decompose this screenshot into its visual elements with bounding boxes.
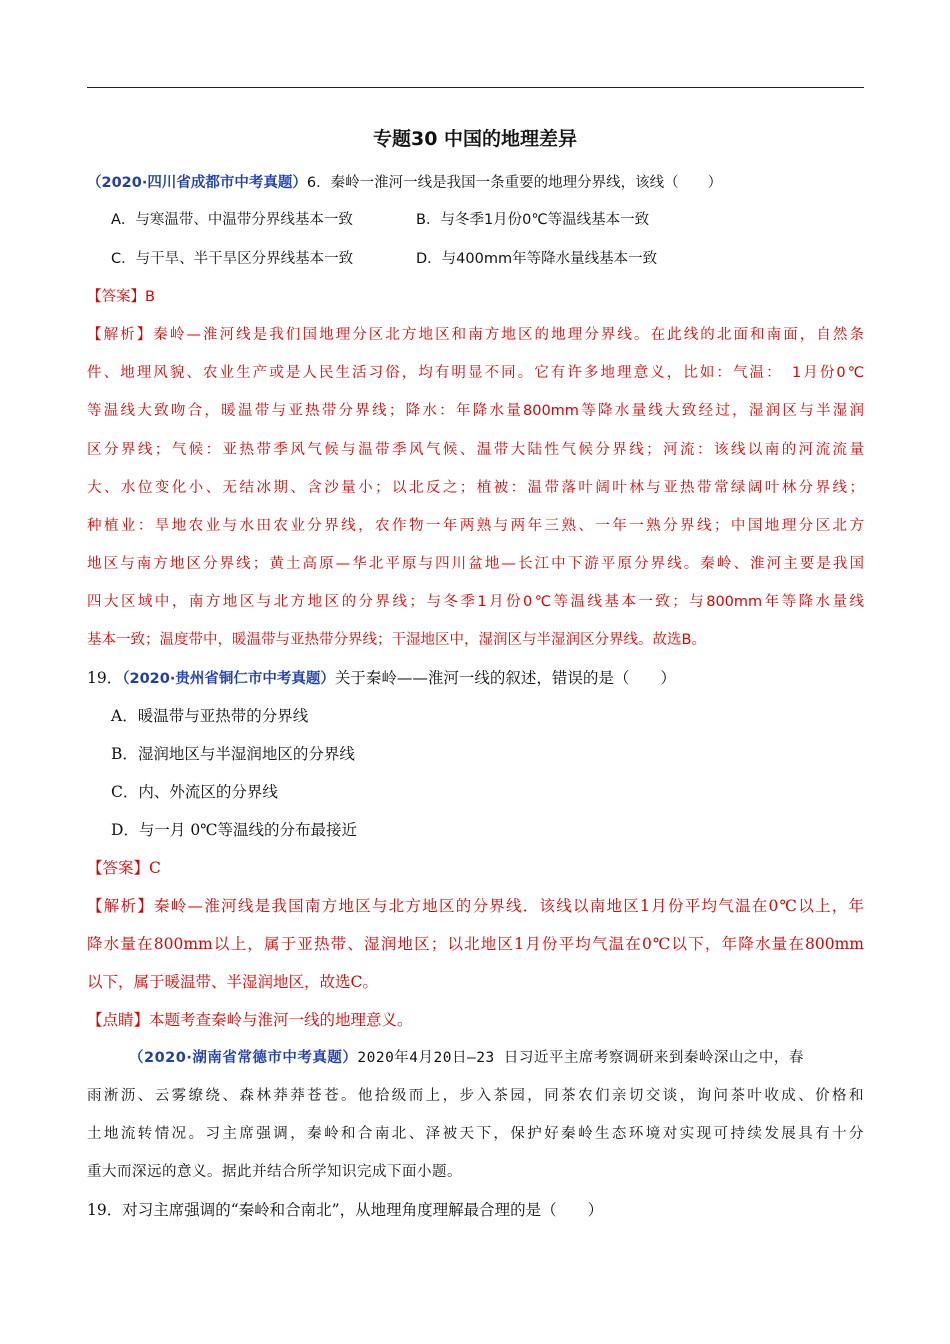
q2-stem: 关于秦岭——淮河一线的叙述，错误的是（ ） — [334, 669, 676, 687]
q1-stem-line — [87, 172, 864, 193]
q1-option-b: B．与冬季1月份0℃等温线基本一致 — [416, 212, 650, 228]
q1-answer: 【答案】B — [87, 289, 155, 305]
passage-source: （2020·湖南省常德市中考真题） — [129, 1050, 358, 1066]
q2-analysis-line: 降水量在800mm以上，属于亚热带、湿润地区；以北地区1月份平均气温在0℃以下，年降水量在800mm — [87, 935, 864, 953]
q2-analysis-line: 【解析】秦岭—淮河线是我国南方地区与北方地区的分界线．该线以南地区1月份平均气温在0℃以上，年 — [87, 897, 864, 915]
q1-analysis-line: 等温线大致吻合，暖温带与亚热带分界线；降水：年降水量800mm等降水量线大致经过，湿润区与半湿润 — [87, 403, 864, 419]
passage-line: 重大而深远的意义。据此并结合所学知识完成下面小题。 — [87, 1164, 462, 1180]
q1-analysis-line: 大、水位变化小、无结冰期、含沙量小；以北反之；植被：温带落叶阔叶林与亚热带常绿阔叶林分界线； — [87, 480, 864, 496]
q1-option-d: D．与400mm年等降水量线基本一致 — [416, 251, 658, 267]
q1-analysis-line: 种植业：旱地农业与水田农业分界线，农作物一年两熟与两年三熟、一年一熟分界线；中国地理分区北方 — [87, 518, 864, 534]
q1-option-c: C．与干旱、半干旱区分界线基本一致 — [111, 251, 354, 267]
q1-analysis-line: 区分界线；气候：亚热带季风气候与温带季风气候、温带大陆性气候分界线；河流：该线以南的河流流量 — [87, 442, 864, 458]
q2-answer: 【答案】C — [87, 859, 161, 877]
q1-source: （2020·四川省成都市中考真题） — [87, 175, 307, 191]
passage-line: 土地流转情况。习主席强调，秦岭和合南北、泽被天下，保护好秦岭生态环境对实现可持续发展具有十分 — [87, 1126, 864, 1142]
q1-analysis-line: 四大区域中，南方地区与北方地区的分界线；与冬季1月份0℃等温线基本一致；与800mm年等降水量线 — [87, 594, 864, 610]
q1-analysis-line: 【解析】秦岭—淮河线是我们国地理分区北方地区和南方地区的地理分界线。在此线的北面和南面，自然条 — [87, 327, 864, 343]
q2-option-a: A．暖温带与亚热带的分界线 — [111, 707, 309, 725]
q2-analysis-line: 以下，属于暖温带、半湿润地区，故选C。 — [87, 973, 378, 991]
header-rule — [87, 87, 864, 88]
q2-number: 19． — [87, 669, 123, 687]
q2-option-c: C．内、外流区的分界线 — [111, 783, 278, 801]
q2-option-d: D．与一月 0℃等温线的分布最接近 — [111, 821, 358, 839]
passage-first-line — [87, 1048, 864, 1068]
q3-stem: 19．对习主席强调的“秦岭和合南北”，从地理角度理解最合理的是（ ） — [87, 1201, 604, 1219]
q1-analysis-line: 基本一致；温度带中，暖温带与亚热带分界线；干湿地区中，湿润区与半湿润区分界线。故选B。 — [87, 632, 706, 648]
q2-option-b: B．湿润地区与半湿润地区的分界线 — [111, 745, 355, 763]
q2-source: （2020·贵州省铜仁市中考真题） — [122, 671, 335, 687]
page-title: 专题30 中国的地理差异 — [372, 128, 578, 150]
q1-option-a: A．与寒温带、中温带分界线基本一致 — [111, 212, 353, 228]
q1-analysis-line: 件、地理风貌、农业生产或是人民生活习俗，均有明显不同。它有许多地理意义，比如：气温： 1月份0℃ — [87, 365, 864, 381]
q2-stem-line — [87, 668, 864, 689]
passage-line: 2020年4月20日—23 日习近平主席考察调研来到秦岭深山之中，春 — [357, 1050, 804, 1066]
q1-stem: 6．秦岭一淮河一线是我国一条重要的地理分界线，该线（ ） — [306, 175, 723, 191]
q1-analysis-line: 地区与南方地区分界线；黄土高原—华北平原与四川盆地—长江中下游平原分界线。秦岭、淮河主要是我国 — [87, 556, 864, 572]
q2-comment: 【点睛】本题考查秦岭与淮河一线的地理意义。 — [87, 1011, 413, 1029]
passage-line: 雨淅沥、云雾缭绕、森林莽莽苍苍。他拾级而上，步入茶园，同茶农们亲切交谈，询问茶叶收成、价格和 — [87, 1088, 864, 1104]
